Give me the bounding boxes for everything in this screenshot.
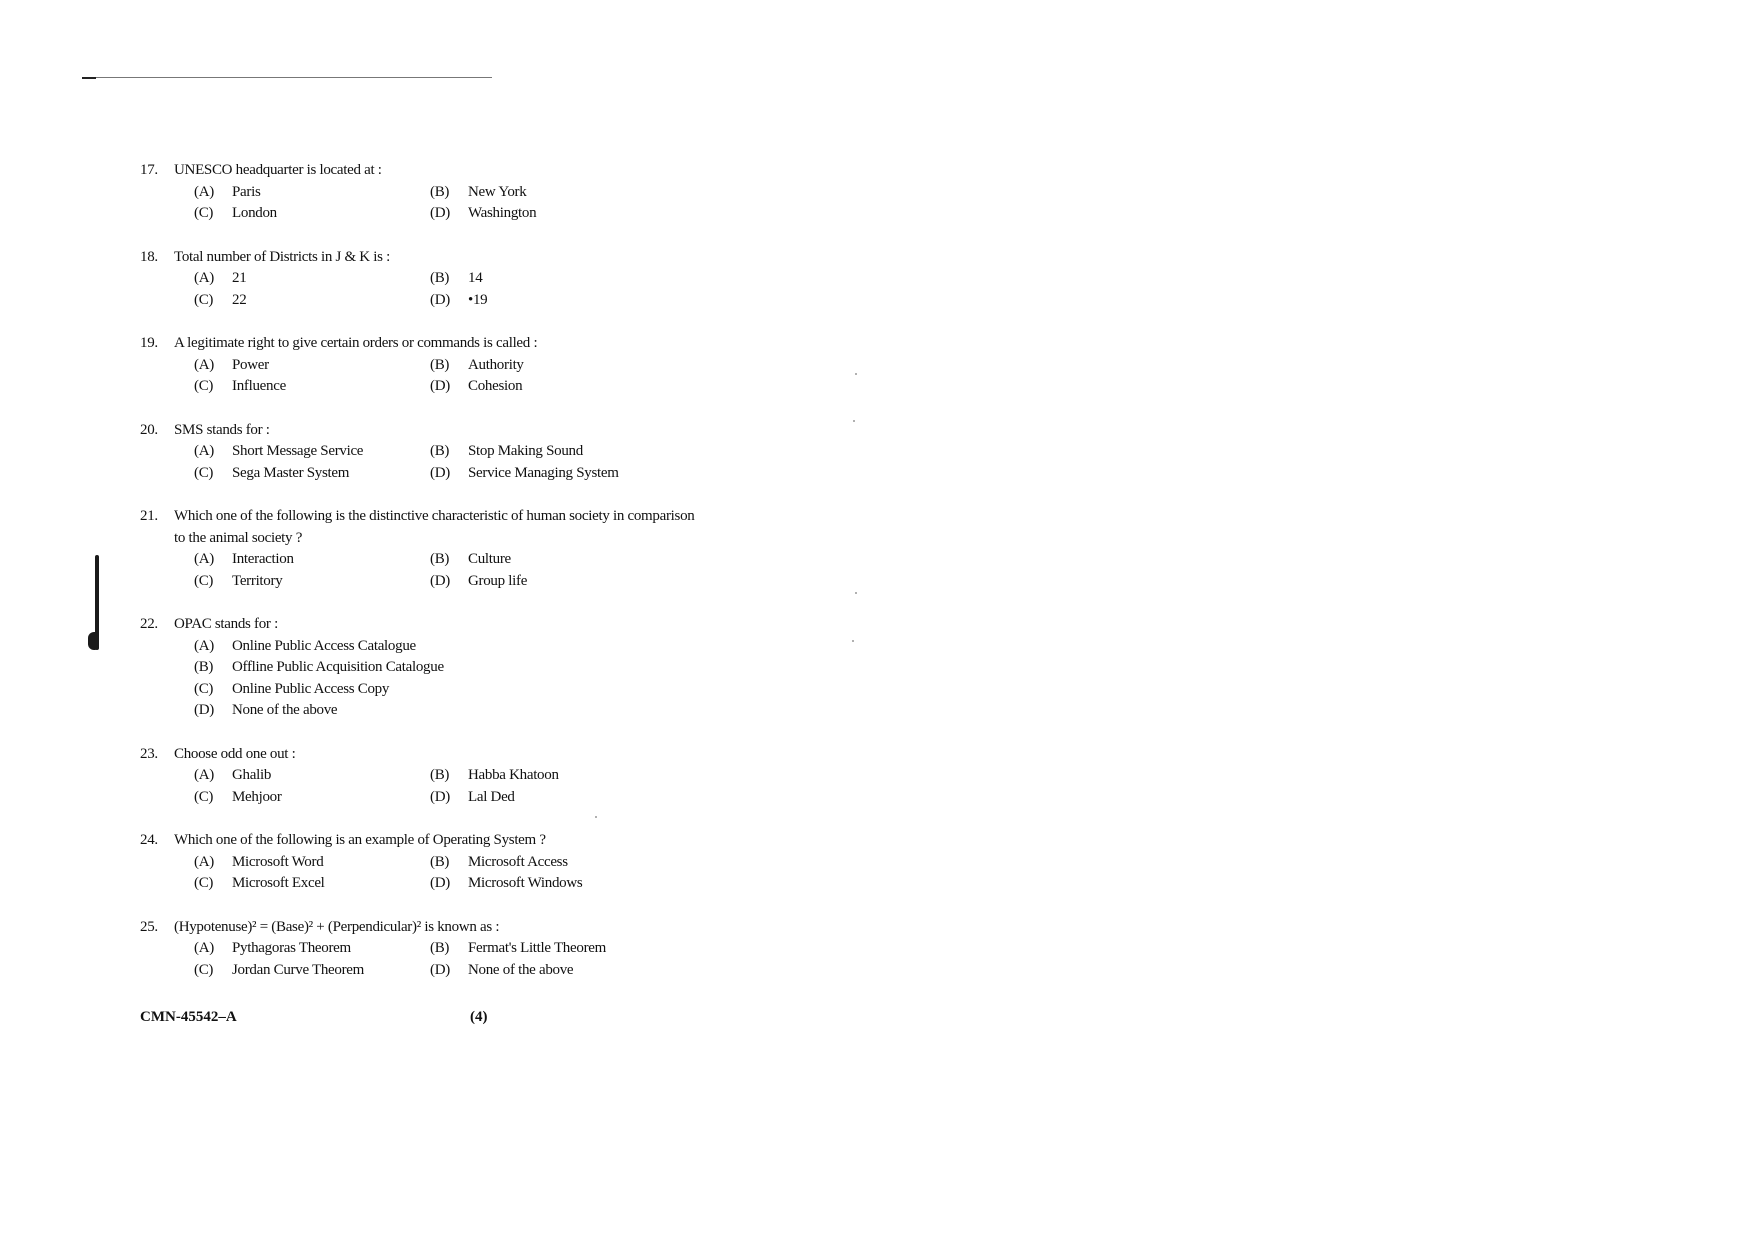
option-text: Microsoft Word xyxy=(232,853,324,870)
option-text: Microsoft Access xyxy=(468,853,568,870)
answer-option xyxy=(194,182,430,204)
question-number: 20. xyxy=(140,421,158,438)
answer-option xyxy=(430,938,630,960)
option-list xyxy=(194,938,700,981)
question-text: Total number of Districts in J & K is : xyxy=(174,248,390,265)
option-letter: (C) xyxy=(194,291,214,308)
question-number: 22. xyxy=(140,616,158,632)
option-text: Ghalib xyxy=(232,767,272,783)
option-text: Lal Ded xyxy=(468,788,515,805)
option-letter: (B) xyxy=(430,356,450,373)
option-letter: (A) xyxy=(194,443,214,459)
question-number: 24. xyxy=(140,832,158,848)
option-list xyxy=(194,636,700,722)
answer-option xyxy=(194,463,430,485)
answer-option xyxy=(194,203,430,225)
scan-speck xyxy=(855,373,857,375)
option-text: Microsoft Excel xyxy=(232,875,325,891)
option-list xyxy=(194,355,700,398)
option-text: Washington xyxy=(468,205,537,221)
answer-option xyxy=(194,657,594,679)
option-text: Paris xyxy=(232,183,261,200)
answer-option xyxy=(194,960,430,982)
question-stem xyxy=(140,744,700,766)
option-list xyxy=(194,852,700,895)
option-text: Influence xyxy=(232,378,286,394)
question-24 xyxy=(140,830,700,895)
question-21 xyxy=(140,506,700,592)
answer-option xyxy=(430,182,630,204)
answer-option xyxy=(194,700,594,722)
question-text: A legitimate right to give certain orders or commands is called : xyxy=(174,335,538,351)
answer-option xyxy=(430,463,630,485)
option-text: Territory xyxy=(232,572,283,589)
option-letter: (A) xyxy=(194,356,214,373)
answer-option xyxy=(430,268,630,290)
answer-option xyxy=(430,960,630,982)
page-number: (4) xyxy=(470,1009,488,1025)
answer-option xyxy=(194,441,430,463)
answer-option xyxy=(194,355,430,377)
option-letter: (D) xyxy=(430,291,450,308)
option-text: Online Public Access Catalogue xyxy=(232,637,416,654)
option-letter: (D) xyxy=(430,961,450,978)
option-text: Sega Master System xyxy=(232,464,350,481)
option-letter: (C) xyxy=(194,961,214,978)
option-text: Mehjoor xyxy=(232,788,282,805)
option-text: Culture xyxy=(468,551,511,567)
option-letter: (B) xyxy=(430,767,450,783)
answer-option xyxy=(194,376,430,398)
option-text: Power xyxy=(232,356,269,373)
option-letter: (C) xyxy=(194,875,214,891)
option-text: Interaction xyxy=(232,551,294,567)
option-letter: (D) xyxy=(430,788,450,805)
question-stem xyxy=(140,333,700,355)
option-letter: (B) xyxy=(194,659,214,675)
option-letter: (D) xyxy=(430,464,450,481)
option-list xyxy=(194,182,700,225)
option-text: Cohesion xyxy=(468,378,523,394)
question-number: 18. xyxy=(140,248,158,265)
option-letter: (D) xyxy=(430,875,450,891)
option-text: 14 xyxy=(468,270,483,286)
question-text: SMS stands for : xyxy=(174,421,270,438)
header-rule xyxy=(82,77,492,78)
answer-option xyxy=(430,376,630,398)
option-letter: (C) xyxy=(194,572,214,589)
paper-code: CMN-45542–A xyxy=(140,1009,237,1025)
question-text: OPAC stands for : xyxy=(174,616,278,632)
question-number: 17. xyxy=(140,162,158,178)
option-text: 22 xyxy=(232,291,247,308)
question-stem xyxy=(140,420,700,442)
answer-option xyxy=(430,787,630,809)
question-text: (Hypotenuse)² = (Base)² + (Perpendicular)² is known as : xyxy=(174,918,500,935)
option-letter: (A) xyxy=(194,940,214,956)
option-list xyxy=(194,268,700,311)
question-number: 25. xyxy=(140,918,158,935)
option-text: •19 xyxy=(468,291,488,308)
question-text: Which one of the following is the distinctive characteristic of human society in comparison to the animal society ? xyxy=(174,508,695,546)
option-text: 21 xyxy=(232,270,247,286)
option-letter: (B) xyxy=(430,551,450,567)
option-text: Habba Khatoon xyxy=(468,767,559,783)
answer-option xyxy=(194,290,430,312)
option-letter: (A) xyxy=(194,270,214,286)
question-stem xyxy=(140,917,700,939)
answer-option xyxy=(430,571,630,593)
option-letter: (B) xyxy=(430,443,450,459)
question-stem xyxy=(140,614,700,636)
question-stem xyxy=(140,247,700,269)
option-letter: (A) xyxy=(194,183,214,200)
option-letter: (B) xyxy=(430,940,450,956)
answer-option xyxy=(194,787,430,809)
answer-option xyxy=(430,355,630,377)
scan-speck xyxy=(855,592,857,594)
option-letter: (A) xyxy=(194,551,214,567)
option-text: London xyxy=(232,205,277,221)
answer-option xyxy=(430,549,630,571)
question-stem xyxy=(140,160,700,182)
question-text: Choose odd one out : xyxy=(174,745,296,762)
option-letter: (D) xyxy=(430,572,450,589)
option-text: Microsoft Windows xyxy=(468,875,583,891)
option-text: Online Public Access Copy xyxy=(232,680,390,697)
option-text: New York xyxy=(468,183,527,200)
answer-option xyxy=(194,938,430,960)
option-letter: (A) xyxy=(194,767,214,783)
option-list xyxy=(194,549,700,592)
option-list xyxy=(194,765,700,808)
option-text: Offline Public Acquisition Catalogue xyxy=(232,659,444,675)
question-23 xyxy=(140,744,700,809)
answer-option xyxy=(194,571,430,593)
answer-option xyxy=(194,268,430,290)
option-letter: (C) xyxy=(194,464,214,481)
answer-option xyxy=(194,549,430,571)
answer-option xyxy=(430,203,630,225)
question-text: Which one of the following is an example of Operating System ? xyxy=(174,832,546,848)
question-22 xyxy=(140,614,700,722)
answer-option xyxy=(430,765,630,787)
option-text: Short Message Service xyxy=(232,443,364,459)
question-number: 21. xyxy=(140,508,158,524)
question-18 xyxy=(140,247,700,312)
option-letter: (D) xyxy=(194,702,214,718)
option-text: Stop Making Sound xyxy=(468,443,583,459)
option-letter: (A) xyxy=(194,637,214,654)
option-text: None of the above xyxy=(232,702,338,718)
option-list xyxy=(194,441,700,484)
option-text: None of the above xyxy=(468,961,574,978)
answer-option xyxy=(194,852,430,874)
answer-option xyxy=(194,636,594,658)
question-stem xyxy=(140,830,700,852)
question-stem xyxy=(140,506,700,549)
option-text: Fermat's Little Theorem xyxy=(468,940,606,956)
answer-option xyxy=(194,679,594,701)
option-letter: (C) xyxy=(194,205,214,221)
option-text: Group life xyxy=(468,572,528,589)
option-letter: (C) xyxy=(194,680,214,697)
option-letter: (D) xyxy=(430,205,450,221)
option-letter: (B) xyxy=(430,270,450,286)
question-17 xyxy=(140,160,700,225)
scan-speck xyxy=(852,640,854,642)
option-letter: (D) xyxy=(430,378,450,394)
option-letter: (A) xyxy=(194,853,214,870)
option-letter: (C) xyxy=(194,378,214,394)
option-letter: (C) xyxy=(194,788,214,805)
question-number: 23. xyxy=(140,745,158,762)
answer-option xyxy=(194,765,430,787)
answer-option xyxy=(430,852,630,874)
question-25 xyxy=(140,917,700,982)
option-letter: (B) xyxy=(430,183,450,200)
option-text: Authority xyxy=(468,356,524,373)
question-list xyxy=(140,160,700,1003)
answer-option xyxy=(194,873,430,895)
option-text: Service Managing System xyxy=(468,464,619,481)
binding-mark-foot xyxy=(88,632,98,650)
option-letter: (B) xyxy=(430,853,450,870)
scan-speck xyxy=(853,420,855,422)
option-text: Jordan Curve Theorem xyxy=(232,961,365,978)
question-19 xyxy=(140,333,700,398)
question-number: 19. xyxy=(140,335,158,351)
question-text: UNESCO headquarter is located at : xyxy=(174,162,382,178)
header-rule-mark xyxy=(82,77,96,79)
question-20 xyxy=(140,420,700,485)
answer-option xyxy=(430,290,630,312)
option-text: Pythagoras Theorem xyxy=(232,940,351,956)
answer-option xyxy=(430,873,630,895)
answer-option xyxy=(430,441,630,463)
